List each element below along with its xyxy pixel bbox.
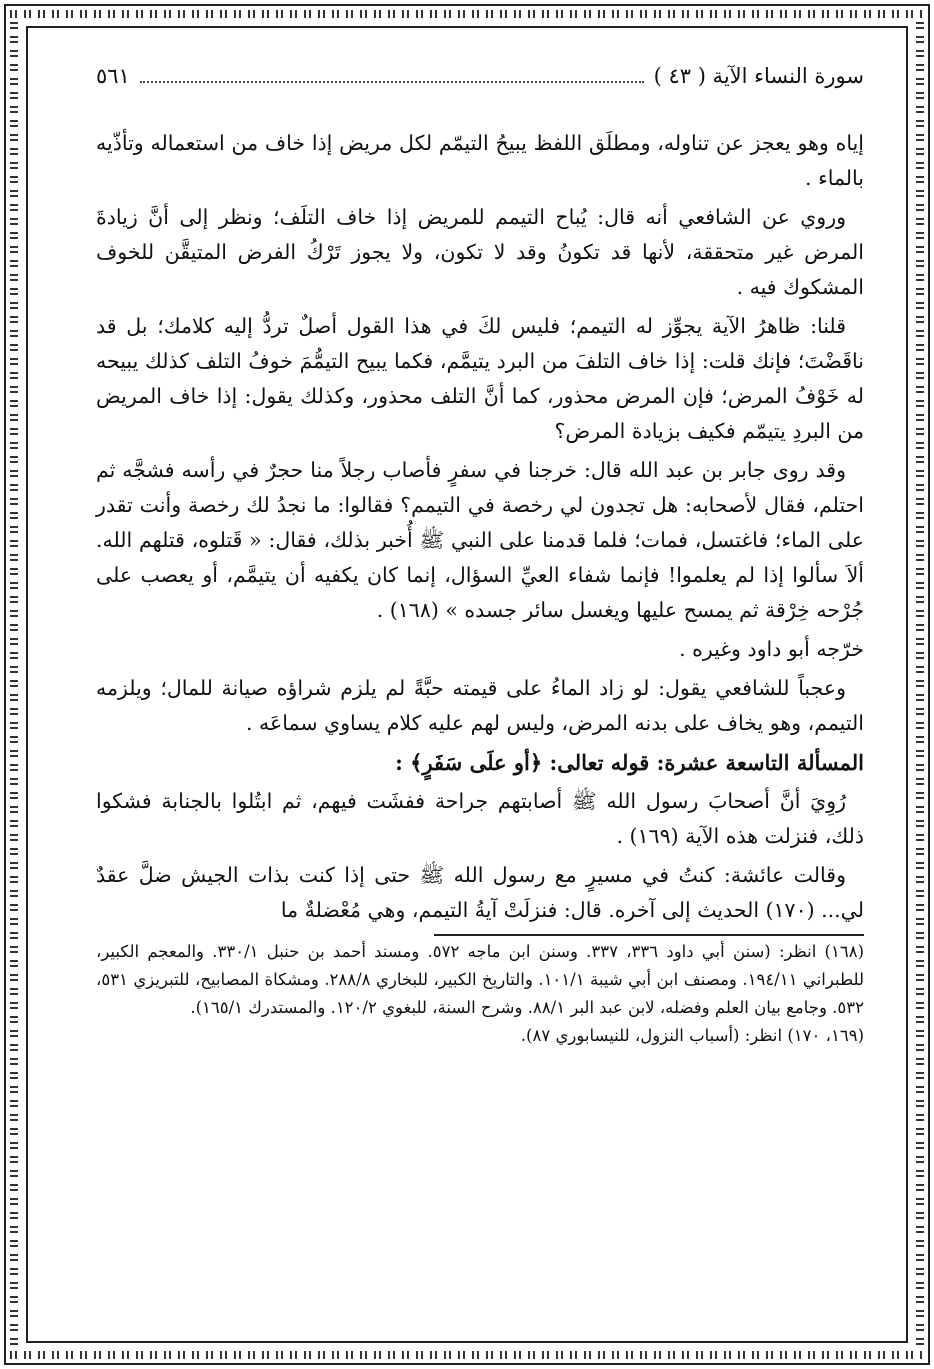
- footnotes: [96, 938, 864, 1050]
- running-header: [96, 64, 864, 100]
- paragraph: خرّجه أبو داود وغيره .: [679, 637, 864, 661]
- paragraph: وقالت عائشة: كنتُ في مسيرٍ مع رسول الله ﷺ حتى إذا كنت بذات الجيش ضلَّ عقدٌ لي... (١٧٠) الحديث إلى آخره. قال: فنزلَتْ آيةُ التيمم، وهي مُعْضلةٌ ما: [96, 863, 864, 922]
- paragraph: وقد روى جابر بن عبد الله قال: خرجنا في سفرٍ فأصاب رجلاً منا حجرٌ في رأسه فشجَّه ثم احتلم، فقال لأصحابه: هل تجدون لي رخصة في التيمم؟ فقالوا: ما نجدُ لك رخصة وأنت تقدر على الماء؛ فاغتسل، فمات؛ فلما قدمنا على النبي ﷺ أُخبر بذلك، فقال: « قَتلوه، قتلهم الله. ألاَ سألوا إذا لم يعلموا! فإنما شفاء العيِّ السؤال، إنما كان يكفيه أن يتيمَّم، أو يعصب على جُرْحه خِرْقة ثم يمسح عليها ويغسل سائر جسده » (١٦٨) .: [96, 458, 864, 622]
- paragraph: وعجباً للشافعي يقول: لو زاد الماءُ على قيمته حبَّةً لم يلزم شراؤه صيانة للمال؛ ويلزمه التيمم، وهو يخاف على بدنه المرض، وليس لهم عليه كلام يساوي سماعَه .: [96, 676, 864, 735]
- footnote: (١٦٨) انظر: (سنن أبي داود ٣٣٦، ٣٣٧. وسنن ابن ماجه ٥٧٢. ومسند أحمد بن حنبل ٣٣٠/١. والمعجم الكبير، للطبراني ١٩٤/١١. ومصنف ابن أبي شيبة ١٠١/١. والتاريخ الكبير، للبخاري ٢٨٨/٨. ومشكاة المصابيح، للتبريزي ٥٣١، ٥٣٢. وجامع بيان العلم وفضله، لابن عبد البر ٨٨/١. وشرح السنة، للبغوي ١٢٠/٢. والمستدرك ١٦٥/١).: [96, 942, 864, 1017]
- main-text: [96, 126, 864, 928]
- paragraph: وروي عن الشافعي أنه قال: يُباح التيمم للمريض إذا خاف التلَف؛ ونظر إلى أنَّ زيادةَ المرض غير متحققة، لأنها قد تكونُ وقد لا تكون، ولا يجوز تَرْكُ الفرض المتيقَّن للخوف المشكوك فيه .: [96, 205, 864, 299]
- paragraph: إياه وهو يعجز عن تناوله، ومطلَق اللفظ يبيحُ التيمّم لكل مريض إذا خاف من استعماله وتأذّيه بالماء .: [96, 131, 864, 190]
- paragraph: قلنا: ظاهرُ الآية يجوِّز له التيمم؛ فليس لكَ في هذا القول أصلٌ تردُّ إليه كلامك؛ بل قد ناقَضْتَ؛ فإنك قلت: إذا خاف التلفَ من البرد يتيمَّم، فكما يبيح التيمُّمَ خوفُ التلف كذلك يبيحه له خَوْفُ المرض؛ فإن المرض محذور، كما أنَّ التلف محذور، وكذلك يقول: إذا خاف المريض من البردِ يتيمّم فكيف بزيادة المرض؟: [96, 314, 864, 443]
- footnote-separator: [434, 934, 864, 936]
- running-title: سورة النساء الآية ( ٤٣ ): [653, 64, 864, 88]
- header-leader-dots: [140, 81, 644, 83]
- page-number: ٥٦١: [96, 64, 130, 88]
- section-heading: المسألة التاسعة عشرة: قوله تعالى: ﴿أو علَى سَفَرٍ﴾ :: [395, 750, 864, 775]
- page-content: [96, 64, 864, 1329]
- footnote: (١٦٩، ١٧٠) انظر: (أسباب النزول، للنيسابوري ٨٧).: [520, 1026, 864, 1045]
- paragraph: رُوِيَ أنَّ أصحابَ رسول الله ﷺ أصابتهم جراحة ففشَت فيهم، ثم ابتُلوا بالجنابة فشكوا ذلك، فنزلت هذه الآية (١٦٩) .: [96, 789, 864, 848]
